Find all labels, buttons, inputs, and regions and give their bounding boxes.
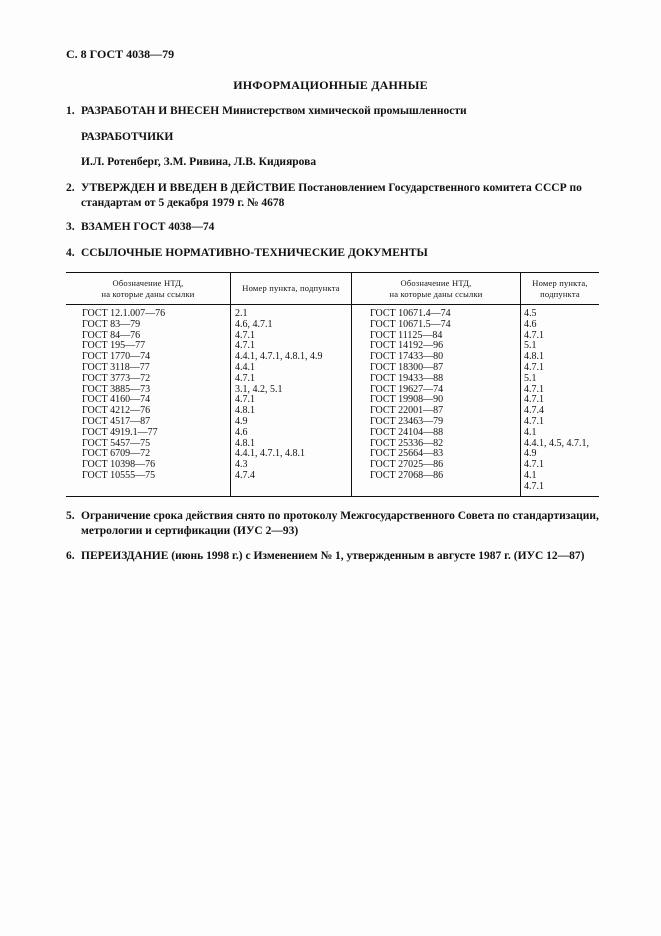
table-header-point: Номер пункта, подпункта <box>231 273 352 305</box>
item-heading: ПЕРЕИЗДАНИЕ <box>81 550 169 562</box>
table-header-row <box>66 273 599 305</box>
item-number: 2. <box>66 182 75 194</box>
item-developed <box>66 104 601 119</box>
page-header: С. 8 ГОСТ 4038—79 <box>66 47 175 61</box>
item-number: 5. <box>66 510 75 522</box>
item-heading: ВЗАМЕН ГОСТ 4038—74 <box>81 221 215 233</box>
left-doc-column: ГОСТ 12.1.007—76 ГОСТ 83—79 ГОСТ 84—76 ГОСТ 195—77 ГОСТ 1770—74 ГОСТ 3118—77 ГОСТ 3773—72 ГОСТ 3885—73 ГОСТ 4160—74 ГОСТ 4212—76 ГОСТ 4517—87 ГОСТ 4919.1—77 ГОСТ 5457—75 ГОСТ 6709—72 ГОСТ 10398—76 ГОСТ 10555—75 <box>66 305 231 497</box>
right-doc-column: ГОСТ 10671.4—74 ГОСТ 10671.5—74 ГОСТ 11125—84 ГОСТ 14192—96 ГОСТ 17433—80 ГОСТ 18300—87 ГОСТ 19433—88 ГОСТ 19627—74 ГОСТ 19908—90 ГОСТ 22001—87 ГОСТ 23463—79 ГОСТ 24104—88 ГОСТ 25336—82 ГОСТ 25664—83 ГОСТ 27025—86 ГОСТ 27068—86 <box>352 305 521 497</box>
item-text: Постановлением Государственного комитета СССР по стандартам от 5 декабря 1979 г. № 4678 <box>81 182 582 209</box>
item-number: 3. <box>66 221 75 233</box>
item-approved <box>66 181 601 211</box>
table-body-row <box>66 305 599 497</box>
item-heading: ССЫЛОЧНЫЕ НОРМАТИВНО-ТЕХНИЧЕСКИЕ ДОКУМЕНТЫ <box>81 247 428 259</box>
item-number: 4. <box>66 247 75 259</box>
references-table <box>66 272 599 497</box>
developers-names: И.Л. Ротенберг, З.М. Ривина, Л.В. Кидиярова <box>81 156 317 168</box>
item-text: Ограничение срока действия снято по протоколу Межгосударственного Совета по стандартизации, метрологии и сертификации (ИУС 2—93) <box>81 510 599 537</box>
section-title: ИНФОРМАЦИОННЫЕ ДАННЫЕ <box>233 78 428 92</box>
table-header-point: Номер пункта, подпункта <box>521 273 600 305</box>
item-text: (июнь 1998 г.) с Изменением № 1, утвержденным в августе 1987 г. (ИУС 12—87) <box>168 550 585 562</box>
item-text: Министерством химической промышленности <box>219 105 467 117</box>
developers-label: РАЗРАБОТЧИКИ <box>81 131 174 143</box>
right-point-column: 4.5 4.6 4.7.1 5.1 4.8.1 4.7.1 5.1 4.7.1 4.7.1 4.7.4 4.7.1 4.1 4.4.1, 4.5, 4.7.1, 4.9 4.7.1 4.1 4.7.1 <box>521 305 600 497</box>
item-reissue <box>66 549 601 564</box>
table-header-doc: Обозначение НТД, на которые даны ссылки <box>66 273 231 305</box>
item-references <box>66 246 601 261</box>
item-heading: УТВЕРЖДЕН И ВВЕДЕН В ДЕЙСТВИЕ <box>81 182 296 194</box>
item-heading: РАЗРАБОТАН И ВНЕСЕН <box>81 105 220 117</box>
item-replaces <box>66 220 601 235</box>
left-point-column: 2.1 4.6, 4.7.1 4.7.1 4.7.1 4.4.1, 4.7.1, 4.8.1, 4.9 4.4.1 4.7.1 3.1, 4.2, 5.1 4.7.1 4.8.1 4.9 4.6 4.8.1 4.4.1, 4.7.1, 4.8.1 4.3 4.7.4 <box>231 305 352 497</box>
item-number: 1. <box>66 105 75 117</box>
table-header-doc: Обозначение НТД, на которые даны ссылки <box>352 273 521 305</box>
item-restriction <box>66 509 601 539</box>
item-number: 6. <box>66 550 75 562</box>
